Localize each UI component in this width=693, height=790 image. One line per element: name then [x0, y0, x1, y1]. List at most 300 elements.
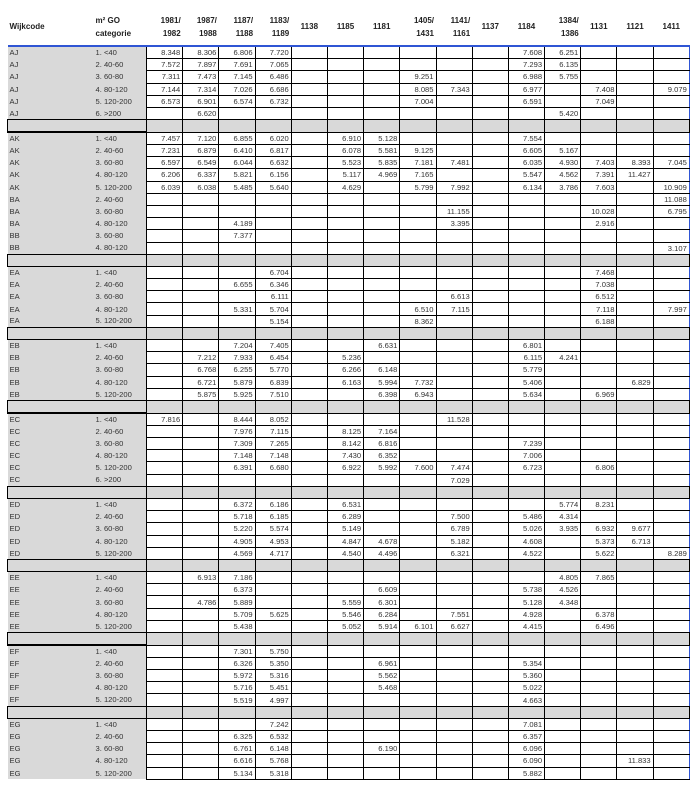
value-cell [364, 205, 400, 217]
value-cell [291, 743, 327, 755]
separator-cell [291, 254, 327, 266]
category-cell: 4. 80-120 [94, 755, 147, 767]
value-cell [147, 572, 183, 584]
value-cell: 6.148 [255, 743, 291, 755]
value-cell [183, 438, 219, 450]
value-cell [327, 303, 363, 315]
value-cell [364, 59, 400, 71]
separator-row [8, 633, 690, 646]
value-cell [653, 59, 689, 71]
value-cell [400, 474, 436, 486]
category-cell: 2. 40-60 [94, 425, 147, 437]
value-cell: 5.022 [508, 682, 544, 694]
value-cell [400, 438, 436, 450]
value-cell: 5.738 [508, 584, 544, 596]
value-cell: 6.510 [400, 303, 436, 315]
value-cell: 5.770 [255, 364, 291, 376]
separator-cell [219, 327, 255, 339]
value-cell: 5.026 [508, 523, 544, 535]
value-cell [472, 450, 508, 462]
value-cell: 5.149 [327, 523, 363, 535]
value-cell [219, 193, 255, 205]
column-header [653, 8, 689, 46]
category-cell: 4. 80-120 [94, 169, 147, 181]
category-cell: 1. <40 [94, 132, 147, 144]
value-cell: 4.663 [508, 694, 544, 706]
value-cell [653, 413, 689, 425]
value-cell [436, 59, 472, 71]
value-cell [508, 291, 544, 303]
value-cell [472, 59, 508, 71]
separator-cell [400, 633, 436, 646]
table-row [8, 388, 690, 400]
value-cell [364, 498, 400, 510]
value-cell: 6.627 [436, 620, 472, 632]
value-cell: 7.500 [436, 511, 472, 523]
value-cell: 5.438 [219, 620, 255, 632]
category-cell: 1. <40 [94, 266, 147, 278]
value-cell [291, 59, 327, 71]
table-row [8, 364, 690, 376]
value-cell [472, 535, 508, 547]
separator-cell [364, 706, 400, 718]
value-cell [436, 645, 472, 657]
separator-cell [617, 400, 653, 413]
column-header [364, 8, 400, 46]
category-cell: 4. 80-120 [94, 450, 147, 462]
table-row [8, 498, 690, 510]
value-cell [472, 462, 508, 474]
value-cell [364, 694, 400, 706]
value-cell [291, 145, 327, 157]
value-cell [472, 670, 508, 682]
wijkcode-cell: EA [8, 279, 94, 291]
value-cell [147, 388, 183, 400]
category-cell: 3. 60-80 [94, 364, 147, 376]
column-header [183, 8, 219, 46]
value-cell [617, 230, 653, 242]
value-cell: 7.231 [147, 145, 183, 157]
value-cell: 7.006 [508, 450, 544, 462]
value-cell: 6.135 [545, 59, 581, 71]
value-cell: 5.485 [219, 181, 255, 193]
value-cell: 5.581 [364, 145, 400, 157]
column-header-bottom: 1137 [481, 22, 499, 31]
value-cell: 7.603 [581, 181, 617, 193]
separator-cell [508, 120, 544, 133]
column-header-bottom: 1188 [235, 28, 254, 38]
value-cell [291, 205, 327, 217]
value-cell: 5.360 [508, 670, 544, 682]
value-cell [581, 413, 617, 425]
separator-cell [400, 486, 436, 498]
wijkcode-cell: EB [8, 364, 94, 376]
value-cell [545, 645, 581, 657]
value-cell [327, 767, 363, 779]
value-cell [472, 132, 508, 144]
value-cell: 6.910 [327, 132, 363, 144]
table-row [8, 682, 690, 694]
value-cell [183, 620, 219, 632]
value-cell [291, 596, 327, 608]
value-cell [400, 767, 436, 779]
separator-cell [653, 327, 689, 339]
separator-cell [545, 327, 581, 339]
wijkcode-cell: BA [8, 205, 94, 217]
value-cell [327, 743, 363, 755]
wijkcode-cell: EE [8, 572, 94, 584]
value-cell [617, 438, 653, 450]
value-cell [364, 718, 400, 730]
value-cell [545, 450, 581, 462]
column-header [436, 8, 472, 46]
wijkcode-cell: AK [8, 157, 94, 169]
value-cell [327, 59, 363, 71]
value-cell [183, 303, 219, 315]
value-cell [653, 584, 689, 596]
value-cell [653, 511, 689, 523]
value-cell [472, 242, 508, 254]
value-cell [219, 315, 255, 327]
value-cell: 5.406 [508, 376, 544, 388]
value-cell: 6.532 [255, 731, 291, 743]
separator-cell [364, 254, 400, 266]
value-cell [545, 462, 581, 474]
value-cell: 6.391 [219, 462, 255, 474]
value-cell: 5.882 [508, 767, 544, 779]
value-cell: 8.348 [147, 46, 183, 59]
category-cell: 3. 60-80 [94, 205, 147, 217]
wijkcode-cell: EG [8, 731, 94, 743]
value-cell [291, 450, 327, 462]
value-cell [653, 364, 689, 376]
value-cell: 7.897 [183, 59, 219, 71]
category-cell: 2. 40-60 [94, 193, 147, 205]
value-cell [364, 193, 400, 205]
wijkcode-cell: BB [8, 230, 94, 242]
separator-cell [327, 706, 363, 718]
value-cell: 6.101 [400, 620, 436, 632]
value-cell: 7.720 [255, 46, 291, 59]
value-cell [291, 755, 327, 767]
value-cell [327, 694, 363, 706]
value-cell: 6.549 [183, 157, 219, 169]
value-cell: 8.085 [400, 83, 436, 95]
separator-cell [219, 706, 255, 718]
value-cell [400, 132, 436, 144]
value-cell: 11.155 [436, 205, 472, 217]
value-cell [183, 498, 219, 510]
table-row [8, 376, 690, 388]
value-cell: 7.115 [436, 303, 472, 315]
table-row [8, 71, 690, 83]
value-cell [147, 755, 183, 767]
value-cell: 3.107 [653, 242, 689, 254]
value-cell: 7.309 [219, 438, 255, 450]
value-cell [219, 474, 255, 486]
value-cell [545, 413, 581, 425]
value-cell: 8.052 [255, 413, 291, 425]
value-cell [472, 193, 508, 205]
table-row [8, 462, 690, 474]
value-cell [581, 145, 617, 157]
value-cell: 7.468 [581, 266, 617, 278]
value-cell [400, 755, 436, 767]
value-cell: 7.301 [219, 645, 255, 657]
value-cell: 9.251 [400, 71, 436, 83]
value-cell [581, 71, 617, 83]
wijkcode-cell: EF [8, 657, 94, 669]
value-cell [436, 71, 472, 83]
value-cell [436, 279, 472, 291]
wijkcode-cell: AJ [8, 83, 94, 95]
value-cell [581, 107, 617, 119]
value-cell [545, 767, 581, 779]
separator-cell [364, 327, 400, 339]
value-cell [219, 205, 255, 217]
value-cell: 7.403 [581, 157, 617, 169]
value-cell [545, 474, 581, 486]
column-header-top: 1187/ [233, 15, 254, 25]
value-cell: 5.755 [545, 71, 581, 83]
category-cell: 2. 40-60 [94, 59, 147, 71]
separator-cell [147, 400, 183, 413]
value-cell [183, 547, 219, 559]
value-cell [147, 242, 183, 254]
separator-cell [327, 327, 363, 339]
value-cell [327, 657, 363, 669]
value-cell [545, 83, 581, 95]
value-cell: 7.026 [219, 83, 255, 95]
value-cell: 7.377 [219, 230, 255, 242]
value-cell: 7.148 [255, 450, 291, 462]
value-cell [400, 279, 436, 291]
value-cell [617, 205, 653, 217]
value-cell [545, 743, 581, 755]
table-row [8, 620, 690, 632]
value-cell [653, 145, 689, 157]
wijkcode-cell: EB [8, 388, 94, 400]
separator-cell [291, 486, 327, 498]
separator-cell [147, 486, 183, 498]
column-header-top: 1141/ [450, 15, 471, 25]
value-cell [147, 731, 183, 743]
value-cell: 6.156 [255, 169, 291, 181]
category-cell: 1. <40 [94, 340, 147, 352]
value-cell: 5.182 [436, 535, 472, 547]
table-row [8, 474, 690, 486]
separator-cell [255, 559, 291, 571]
separator-cell [617, 120, 653, 133]
wijkcode-cell: EC [8, 450, 94, 462]
value-cell [327, 205, 363, 217]
value-cell: 9.677 [617, 523, 653, 535]
wijkcode-cell: EA [8, 315, 94, 327]
value-cell: 5.704 [255, 303, 291, 315]
value-cell: 11.528 [436, 413, 472, 425]
value-cell: 6.988 [508, 71, 544, 83]
separator-cell [617, 327, 653, 339]
value-cell [327, 279, 363, 291]
value-cell: 6.454 [255, 352, 291, 364]
value-cell [436, 731, 472, 743]
separator-cell [147, 120, 183, 133]
value-cell [147, 352, 183, 364]
value-cell [436, 743, 472, 755]
value-cell: 6.591 [508, 95, 544, 107]
value-cell [436, 438, 472, 450]
value-cell [653, 376, 689, 388]
column-header-bottom: 1121 [626, 22, 644, 31]
table-row [8, 169, 690, 181]
value-cell [436, 340, 472, 352]
separator-cell [545, 559, 581, 571]
value-cell [291, 132, 327, 144]
value-cell [147, 340, 183, 352]
value-cell: 6.605 [508, 145, 544, 157]
category-cell: 4. 80-120 [94, 535, 147, 547]
value-cell: 6.620 [183, 107, 219, 119]
value-cell [617, 291, 653, 303]
value-cell [255, 620, 291, 632]
value-cell [364, 46, 400, 59]
value-cell [291, 157, 327, 169]
value-cell [653, 755, 689, 767]
wijkcode-cell: EE [8, 608, 94, 620]
value-cell [472, 71, 508, 83]
wijkcode-cell: EA [8, 291, 94, 303]
value-cell [581, 511, 617, 523]
value-cell [291, 107, 327, 119]
separator-cell [400, 400, 436, 413]
value-cell: 7.045 [653, 157, 689, 169]
separator-row [8, 327, 690, 339]
value-cell: 6.901 [183, 95, 219, 107]
value-cell: 6.573 [147, 95, 183, 107]
value-cell [581, 352, 617, 364]
value-cell [581, 596, 617, 608]
value-cell [400, 596, 436, 608]
value-cell [617, 218, 653, 230]
value-cell: 4.629 [327, 181, 363, 193]
value-cell [581, 450, 617, 462]
value-cell [291, 511, 327, 523]
value-cell [364, 71, 400, 83]
separator-cell [436, 486, 472, 498]
value-cell [255, 107, 291, 119]
value-cell: 5.799 [400, 181, 436, 193]
value-cell [581, 731, 617, 743]
value-cell: 5.117 [327, 169, 363, 181]
value-cell [617, 584, 653, 596]
value-cell [183, 450, 219, 462]
value-cell: 6.855 [219, 132, 255, 144]
table-row [8, 535, 690, 547]
value-cell [183, 535, 219, 547]
category-cell: 5. 120-200 [94, 388, 147, 400]
value-cell [147, 694, 183, 706]
value-cell: 6.115 [508, 352, 544, 364]
value-cell: 6.185 [255, 511, 291, 523]
value-cell [291, 376, 327, 388]
value-cell [327, 291, 363, 303]
value-cell [617, 145, 653, 157]
value-cell [472, 230, 508, 242]
value-cell [653, 670, 689, 682]
header-category-bottom: categorie [95, 28, 132, 38]
column-header-bottom: 1138 [300, 22, 319, 31]
value-cell: 4.847 [327, 535, 363, 547]
separator-cell [472, 327, 508, 339]
value-cell [327, 388, 363, 400]
value-cell [327, 718, 363, 730]
value-cell [147, 376, 183, 388]
value-cell: 6.969 [581, 388, 617, 400]
wijkcode-cell: EG [8, 767, 94, 779]
wijkcode-cell: ED [8, 547, 94, 559]
value-cell: 6.325 [219, 731, 255, 743]
wijkcode-cell: EE [8, 584, 94, 596]
value-cell [364, 107, 400, 119]
value-cell [508, 645, 544, 657]
value-cell [291, 425, 327, 437]
value-cell [617, 242, 653, 254]
category-cell: 3. 60-80 [94, 230, 147, 242]
value-cell: 7.164 [364, 425, 400, 437]
value-cell [327, 755, 363, 767]
value-cell [508, 315, 544, 327]
value-cell: 6.337 [183, 169, 219, 181]
value-cell: 6.943 [400, 388, 436, 400]
value-cell: 7.732 [400, 376, 436, 388]
separator-cell [255, 327, 291, 339]
value-cell [545, 694, 581, 706]
value-cell: 6.761 [219, 743, 255, 755]
value-cell: 6.512 [581, 291, 617, 303]
value-cell [183, 743, 219, 755]
value-cell [291, 694, 327, 706]
value-cell [508, 266, 544, 278]
value-cell [400, 46, 436, 59]
value-cell [364, 645, 400, 657]
value-cell [472, 388, 508, 400]
value-cell: 5.914 [364, 620, 400, 632]
separator-cell [94, 254, 147, 266]
value-cell [183, 657, 219, 669]
value-cell [291, 95, 327, 107]
value-cell [472, 425, 508, 437]
value-cell [472, 645, 508, 657]
value-cell: 5.779 [508, 364, 544, 376]
value-cell [436, 364, 472, 376]
value-cell [147, 584, 183, 596]
value-cell [255, 596, 291, 608]
value-cell: 5.519 [219, 694, 255, 706]
value-cell [183, 205, 219, 217]
value-cell [653, 266, 689, 278]
category-cell: 3. 60-80 [94, 291, 147, 303]
category-cell: 1. <40 [94, 413, 147, 425]
value-cell [581, 474, 617, 486]
value-cell [364, 511, 400, 523]
category-cell: 2. 40-60 [94, 352, 147, 364]
value-cell: 5.889 [219, 596, 255, 608]
value-cell [472, 181, 508, 193]
value-cell [147, 291, 183, 303]
separator-cell [94, 633, 147, 646]
value-cell [581, 132, 617, 144]
separator-cell [472, 633, 508, 646]
